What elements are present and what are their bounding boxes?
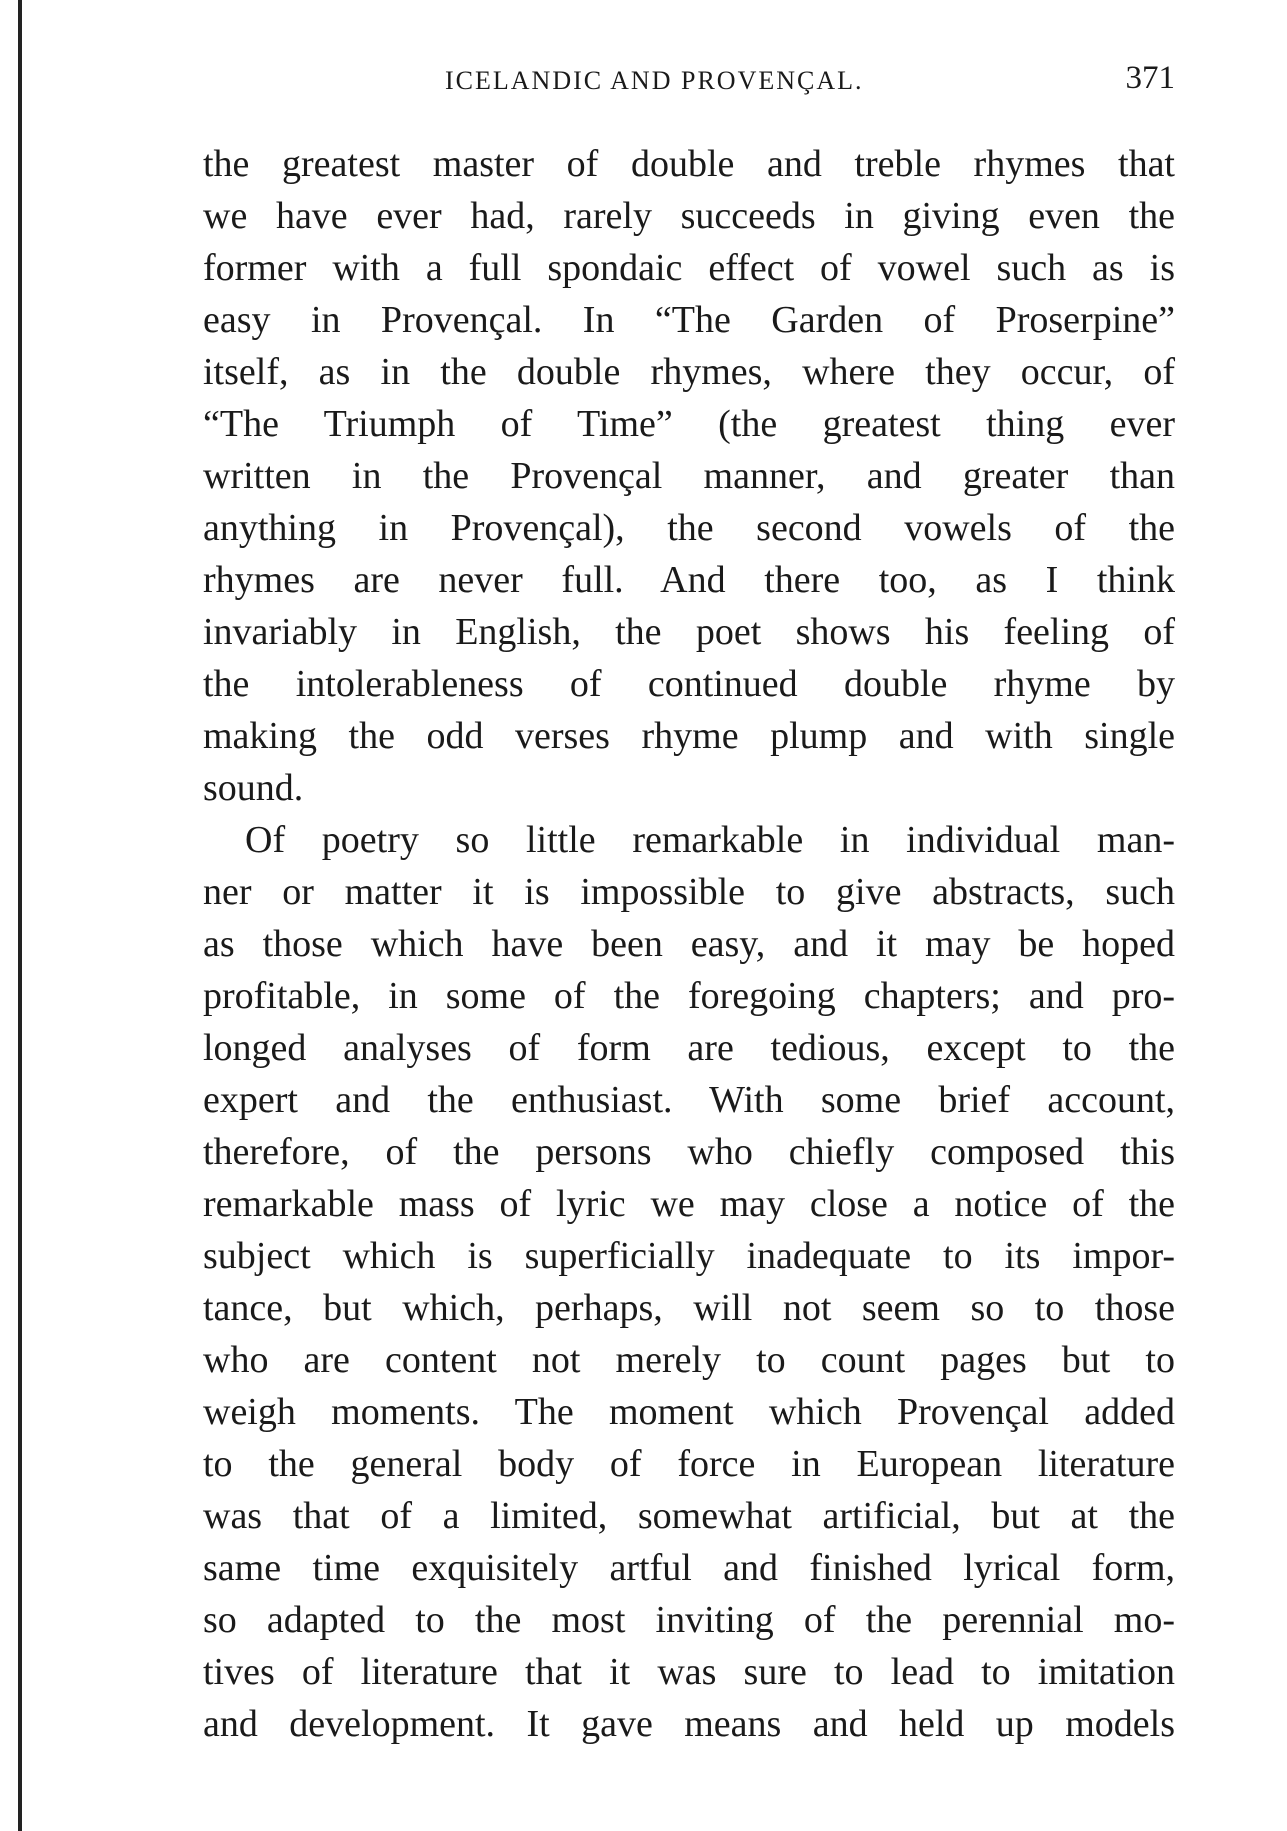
text-line: who are content not merely to count pages but to xyxy=(203,1339,1175,1381)
text-line: therefore, of the persons who chiefly composed this xyxy=(203,1131,1175,1173)
running-title: ICELANDIC AND PROVENÇAL. xyxy=(445,66,864,95)
text-line: former with a full spondaic effect of vowel such as is xyxy=(203,247,1175,289)
text-line: weigh moments. The moment which Provençal added xyxy=(203,1391,1175,1433)
text-line: rhymes are never full. And there too, as I think xyxy=(203,559,1175,601)
text-line: as those which have been easy, and it may be hoped xyxy=(203,923,1175,965)
text-line: we have ever had, rarely succeeds in giving even the xyxy=(203,195,1175,237)
text-line: the greatest master of double and treble rhymes that xyxy=(203,143,1175,185)
text-line: making the odd verses rhyme plump and with single xyxy=(203,715,1175,757)
text-line: same time exquisitely artful and finished lyrical form, xyxy=(203,1547,1175,1589)
text-line: easy in Provençal. In “The Garden of Proserpine” xyxy=(203,299,1175,341)
text-line: the intolerableness of continued double rhyme by xyxy=(203,663,1175,705)
text-line: expert and the enthusiast. With some brief account, xyxy=(203,1079,1175,1121)
text-line: and development. It gave means and held up models xyxy=(203,1703,1175,1745)
text-line: tance, but which, perhaps, will not seem so to those xyxy=(203,1287,1175,1329)
text-line: invariably in English, the poet shows his feeling of xyxy=(203,611,1175,653)
text-line: was that of a limited, somewhat artificial, but at the xyxy=(203,1495,1175,1537)
paragraph-start-line: Of poetry so little remarkable in individual man- xyxy=(245,819,1175,861)
page-header xyxy=(205,58,1175,102)
text-line: written in the Provençal manner, and greater than xyxy=(203,455,1175,497)
text-line: tives of literature that it was sure to lead to imitation xyxy=(203,1651,1175,1693)
page-number: 371 xyxy=(1125,60,1175,96)
text-line: to the general body of force in European literature xyxy=(203,1443,1175,1485)
body-text xyxy=(203,138,1175,1750)
text-line: anything in Provençal), the second vowels of the xyxy=(203,507,1175,549)
text-line: longed analyses of form are tedious, except to the xyxy=(203,1027,1175,1069)
text-line: subject which is superficially inadequate to its impor- xyxy=(203,1235,1175,1277)
binding-edge-rule xyxy=(18,0,22,1831)
text-line: remarkable mass of lyric we may close a notice of the xyxy=(203,1183,1175,1225)
text-line: itself, as in the double rhymes, where they occur, of xyxy=(203,351,1175,393)
text-line: ner or matter it is impossible to give abstracts, such xyxy=(203,871,1175,913)
text-line: profitable, in some of the foregoing chapters; and pro- xyxy=(203,975,1175,1017)
text-line: “The Triumph of Time” (the greatest thing ever xyxy=(203,403,1175,445)
text-line: so adapted to the most inviting of the perennial mo- xyxy=(203,1599,1175,1641)
paragraph-end-line: sound. xyxy=(203,767,304,809)
